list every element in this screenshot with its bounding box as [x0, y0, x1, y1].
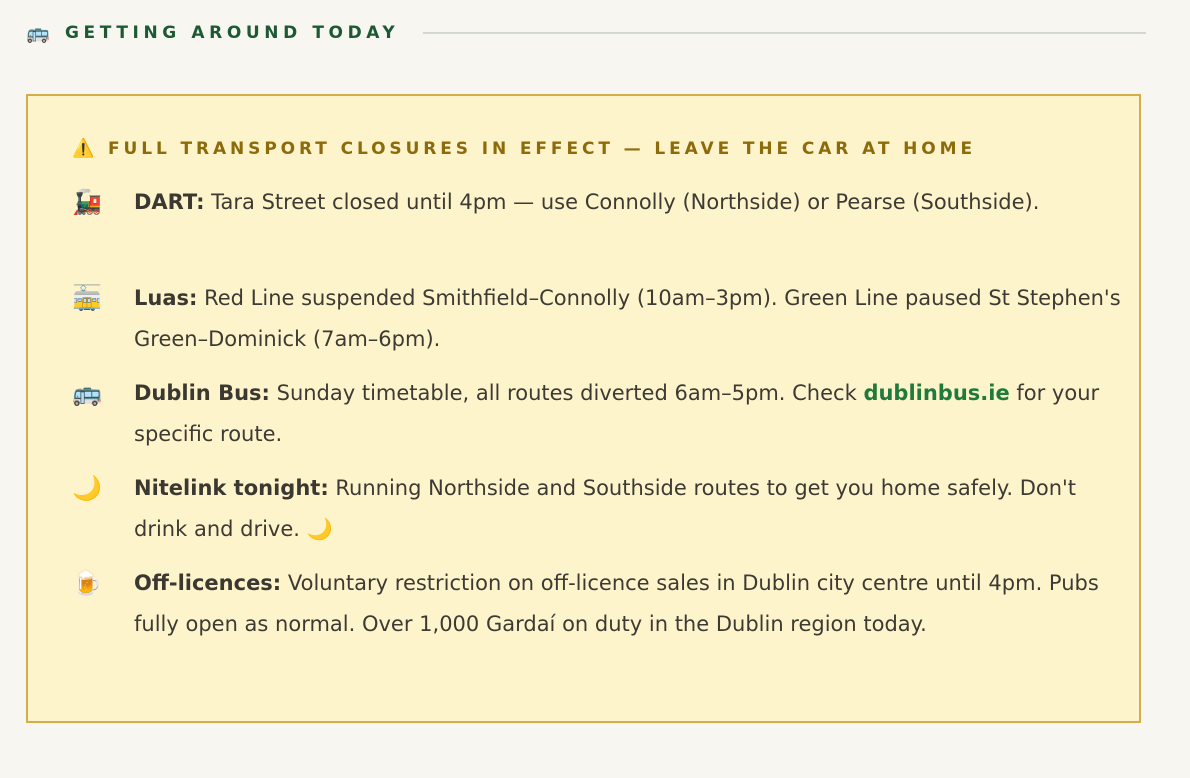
warning-icon: ⚠️ [72, 138, 95, 159]
transport-item-label: Dublin Bus: [134, 381, 270, 405]
transport-item-text [134, 563, 1124, 645]
transport-item-text [134, 373, 1124, 455]
transport-item-text [134, 468, 1124, 550]
transport-item-description: Sunday timetable, all routes diverted 6am–5pm. Check [269, 381, 864, 405]
section-title: GETTING AROUND TODAY [65, 23, 400, 43]
train-icon: 🚂 [72, 188, 102, 216]
transport-item-description-end: for your specific route. [134, 381, 1100, 446]
transport-item-text [134, 278, 1124, 360]
transport-item-text [134, 182, 1124, 223]
section-divider [423, 32, 1146, 34]
moon-icon: 🌙 [72, 474, 102, 502]
transport-item-description: Tara Street closed until 4pm — use Connolly (Northside) or Pearse (Southside). [204, 190, 1040, 214]
bus-icon: 🚌 [72, 379, 102, 407]
section-header [26, 20, 1146, 46]
alert-title: FULL TRANSPORT CLOSURES IN EFFECT — LEAVE THE CAR AT HOME [108, 139, 976, 159]
bus-icon: 🚌 [26, 22, 50, 44]
dublinbus-link[interactable]: dublinbus.ie [863, 381, 1010, 405]
transport-item-description: Voluntary restriction on off-licence sales in Dublin city centre until 4pm. Pubs fully open as normal. Over 1,000 Gardaí on duty in the Dublin region today. [134, 571, 1099, 636]
tram-icon: 🚋 [72, 284, 102, 312]
transport-item-description: Running Northside and Southside routes to get you home safely. Don't drink and drive. [134, 476, 1077, 541]
transport-item-label: Nitelink tonight: [134, 476, 329, 500]
alert-heading [72, 138, 976, 160]
transport-alert-box [26, 94, 1141, 723]
transport-item-label: Off-licences: [134, 571, 282, 595]
moon-icon: 🌙 [306, 517, 333, 541]
beer-icon: 🍺 [72, 569, 102, 597]
transport-item-description: Red Line suspended Smithfield–Connolly (10am–3pm). Green Line paused St Stephen's Green–Dominick (7am–6pm). [134, 286, 1121, 351]
transport-item-label: DART: [134, 190, 205, 214]
transport-item-label: Luas: [134, 286, 198, 310]
